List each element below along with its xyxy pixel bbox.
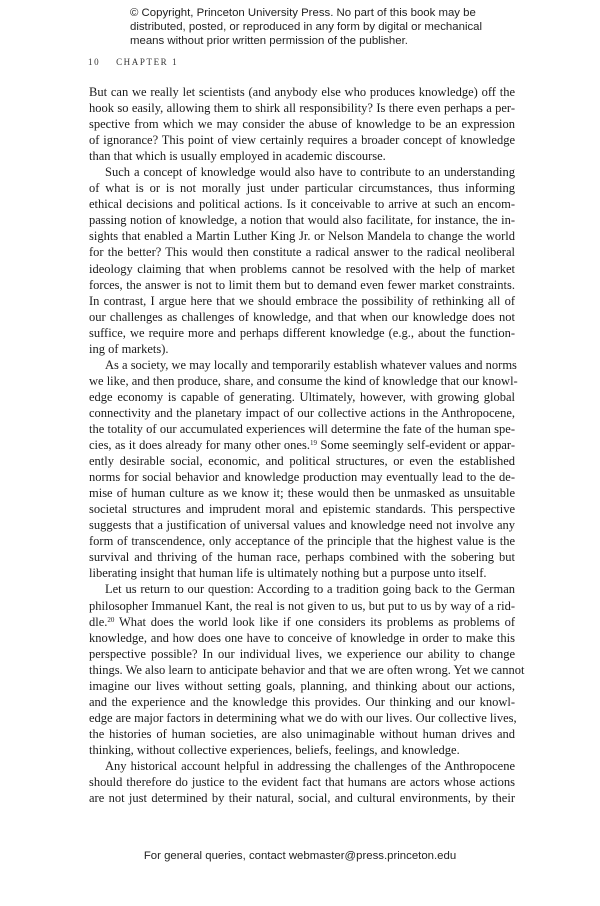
text-line: should therefore do justice to the evident fact that humans are actors whose actions [89, 775, 515, 790]
text-line: Let us return to our question: According to a tradition going back to the German [105, 582, 515, 597]
text-line: connectivity and the planetary impact of our collective actions in the Anthropocene, [89, 405, 515, 420]
text-line: societal structures and imprudent moral and epistemic standards. This perspective [89, 502, 515, 517]
chapter-label: CHAPTER 1 [116, 57, 179, 67]
text-line: than that which is usually employed in academic discourse. [89, 149, 386, 164]
text-line: hook so easily, allowing them to shirk all responsibility? Is there even perhaps a per- [89, 101, 515, 116]
text-line: things. We also learn to anticipate behavior and that we are often wrong. Yet we cannot [89, 662, 525, 677]
text-line: imagine our lives without setting goals, planning, and thinking about our actions, [89, 678, 515, 693]
paragraph [89, 357, 518, 582]
text-line: Such a concept of knowledge would also have to contribute to an understanding [105, 165, 515, 180]
text-line: thinking, without collective experiences, beliefs, feelings, and knowledge. [89, 742, 460, 757]
text-line: perspective possible? In our individual lives, we experience our ability to change [89, 646, 515, 661]
text-line: ethical decisions and political actions. Is it conceivable to arrive at such an encom- [89, 197, 515, 212]
text-line: spective from which we may consider the abuse of knowledge to be an expression [89, 117, 515, 132]
text-line: norms for social behavior and knowledge production may eventually lead to the de- [89, 470, 515, 485]
text-line: knowledge, and how does one have to conceive of knowledge in order to make this [89, 630, 515, 645]
running-head [88, 57, 178, 67]
text-line: dle.$^{20}$ What does the world look like if one considers its problems as problems of [89, 614, 515, 629]
copyright-line: means without prior written permission of the publisher. [130, 35, 408, 47]
text-line: ing of markets). [89, 341, 169, 356]
text-line: of what is or is not morally just under particular circumstances, thus informing [89, 181, 515, 196]
text-line: for the better? This would then constitute a radical answer to the radical neoliberal [89, 245, 515, 260]
paragraph [89, 581, 525, 758]
text-line: forces, the answer is not to limit them but to demand even fewer market constraints. [89, 277, 515, 292]
text-line: are not just determined by their natural, social, and cultural environments, by their [89, 791, 515, 806]
footer-contact: For general queries, contact webmaster@press.princeton.edu [143, 850, 457, 862]
copyright-notice [130, 6, 490, 48]
body-text [89, 84, 525, 806]
text-line: mise of human culture as we know it; these would then be unmasked as unsuitable [89, 486, 515, 501]
copyright-line: © Copyright, Princeton University Press. No part of this book may be [130, 7, 476, 19]
text-line: survival and thriving of the human race, perhaps combined with the sobering but [89, 550, 515, 565]
text-line: suffice, we require more and perhaps different knowledge (e.g., about the function- [89, 325, 515, 340]
text-line: the totality of our accumulated experiences will determine the fate of the human spe- [89, 421, 515, 436]
text-line: the histories of human societies, are also unimaginable without human drives and [89, 726, 515, 741]
text-line: we like, and then produce, share, and consume the kind of knowledge that our knowl- [89, 373, 518, 388]
page-number: 10 [88, 57, 101, 67]
text-line: As a society, we may locally and temporarily establish whatever values and norms [105, 357, 517, 372]
text-line: cies, as it does already for many other ones.$^{19}$ Some seemingly self-evident or appar- [89, 438, 515, 453]
text-line: our challenges as challenges of knowledge, and that when our knowledge does not [89, 309, 515, 324]
text-line: sights that enabled a Martin Luther King Jr. or Nelson Mandela to change the world [89, 229, 515, 244]
text-line: form of transcendence, only acceptance of the principle that the highest value is the [89, 534, 515, 549]
text-line: and the experience and the knowledge this provides. Our thinking and our knowl- [89, 694, 515, 709]
paragraph [89, 84, 515, 164]
footnote-ref[interactable]: 19 [309, 439, 317, 448]
text-line: In contrast, I argue here that we should embrace the possibility of rethinking all of [89, 293, 515, 308]
paragraph [89, 164, 515, 357]
text-line: ently desirable social, economic, and political structures, or even the established [89, 454, 515, 469]
text-line: suggests that a justification of universal values and knowledge need not involve any [89, 518, 515, 533]
text-line: of ignorance? This point of view certainly requires a broader concept of knowledge [89, 133, 515, 148]
footnote-ref[interactable]: 20 [107, 615, 115, 624]
text-line: philosopher Immanuel Kant, the real is not given to us, but put to us by way of a rid- [89, 598, 515, 613]
text-line: edge are major factors in determining what we do with our lives. Our collective lives, [89, 710, 517, 725]
text-line: liberating insight that human life is ultimately nothing but a purpose unto itself. [89, 566, 487, 581]
paragraph [89, 758, 515, 806]
copyright-line: distributed, posted, or reproduced in any form by digital or mechanical [130, 21, 483, 33]
text-line: Any historical account helpful in addressing the challenges of the Anthropocene [105, 758, 515, 773]
text-line: ideology claiming that when problems cannot be resolved with the help of market [89, 261, 515, 276]
text-line: edge economy is capable of generating. Ultimately, however, with growing global [89, 389, 515, 404]
text-line: passing notion of knowledge, a notion that would also facilitate, for instance, the in- [89, 213, 515, 228]
text-line: But can we really let scientists (and anybody else who produces knowledge) off the [89, 85, 515, 99]
